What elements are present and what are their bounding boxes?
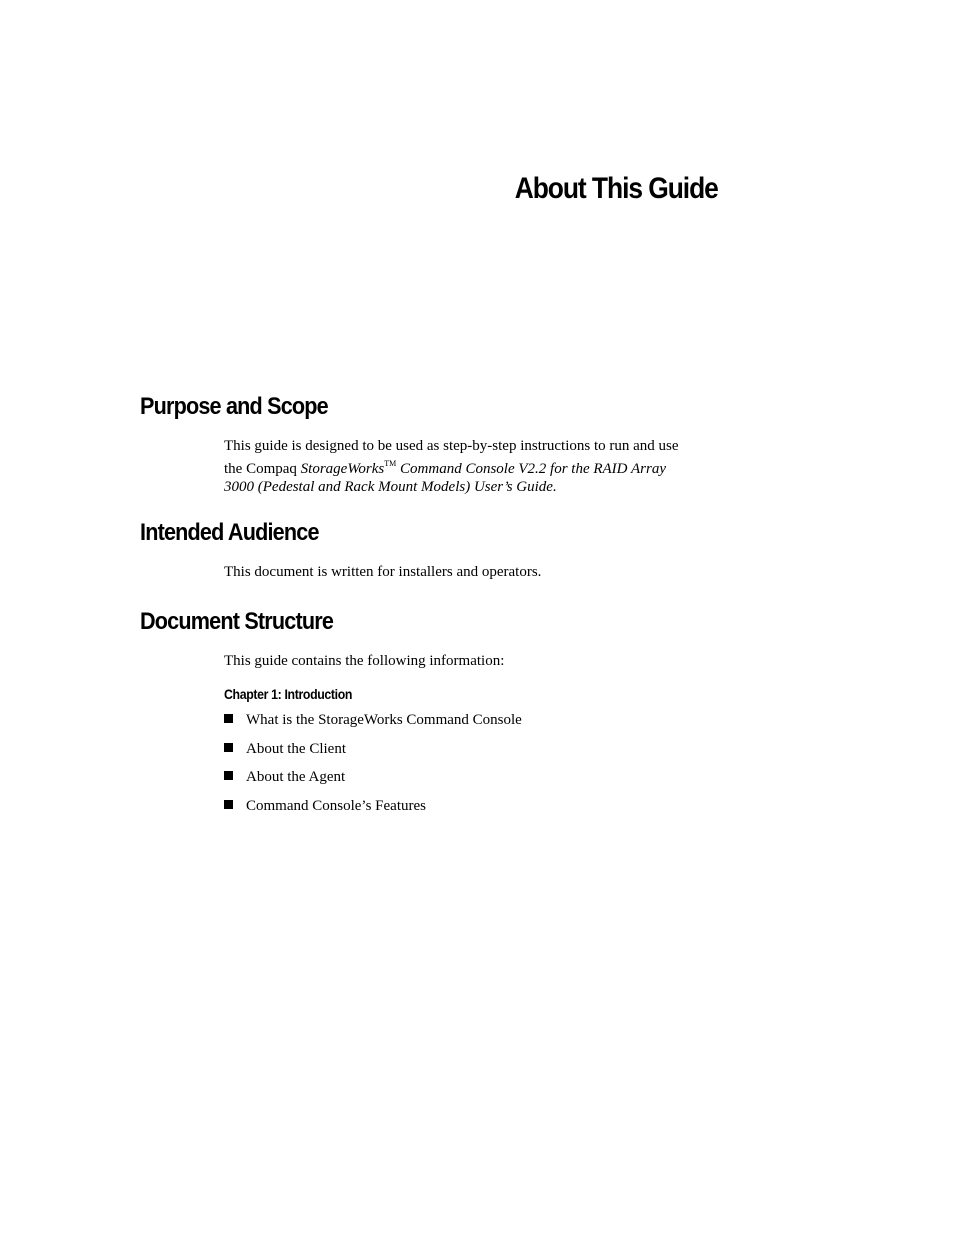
chapter-1-heading: Chapter 1: Introduction: [224, 686, 353, 702]
purpose-line-2-prefix: the Compaq: [224, 461, 301, 477]
chapter-1-topic-list: [224, 711, 522, 825]
list-item-text: Command Console’s Features: [246, 797, 426, 814]
page-title: About This Guide: [514, 172, 718, 205]
product-name: StorageWorks: [300, 461, 385, 477]
purpose-line-2: [224, 455, 714, 478]
purpose-line-3: [224, 478, 714, 496]
list-item-text: About the Client: [246, 740, 346, 757]
trademark-symbol: TM: [384, 459, 397, 468]
heading-purpose-and-scope: Purpose and Scope: [140, 393, 328, 420]
list-item-text: About the Agent: [246, 769, 346, 785]
list-item-text: What is the StorageWorks Command Console: [246, 712, 522, 728]
heading-document-structure: Document Structure: [140, 608, 334, 635]
list-item: [224, 740, 522, 769]
list-item: [224, 797, 522, 826]
list-item: [224, 711, 522, 740]
audience-paragraph: This document is written for installers and operators.: [224, 564, 542, 580]
square-bullet-icon: [224, 771, 233, 780]
square-bullet-icon: [224, 743, 233, 752]
purpose-paragraph: [224, 437, 714, 496]
square-bullet-icon: [224, 800, 233, 809]
heading-intended-audience: Intended Audience: [140, 519, 319, 546]
guide-title-part: Command Console V2.2 for the RAID Array: [396, 461, 666, 477]
square-bullet-icon: [224, 714, 233, 723]
list-item: [224, 768, 522, 797]
structure-intro: This guide contains the following information:: [224, 653, 505, 669]
purpose-line-1: This guide is designed to be used as step-by-step instructions to run and use: [224, 438, 679, 454]
guide-title-end: 3000 (Pedestal and Rack Mount Models) User’s Guide.: [224, 479, 557, 495]
